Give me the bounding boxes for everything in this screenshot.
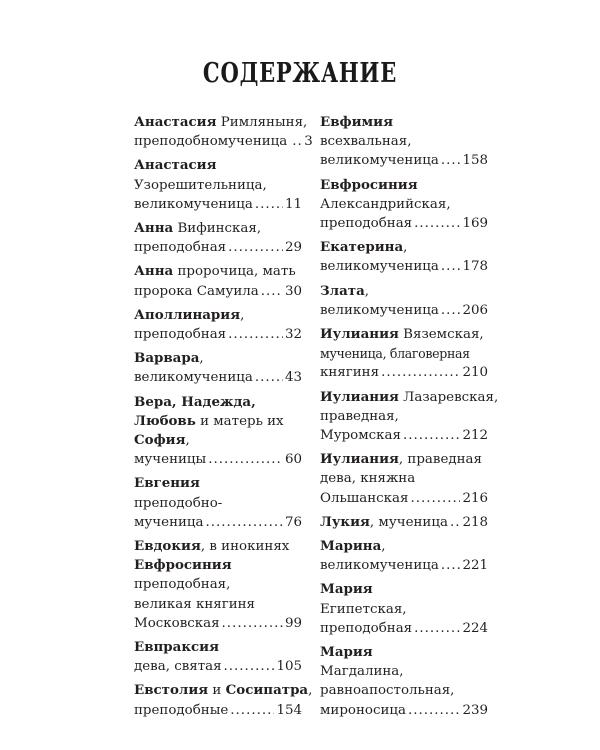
toc-entry [134,638,302,676]
page-number: 169 [462,216,488,232]
entry-description: Московская [134,615,220,631]
toc-entry [320,176,488,234]
leader-dots [441,257,461,276]
page-number: 224 [462,620,488,636]
saint-name: Евстолия [134,682,209,699]
leader-dots [255,368,283,387]
entry-description: и матерь их [195,413,284,429]
saint-name: Анастасия [134,114,217,130]
entry-description: мироносица [320,702,406,718]
entry-description: преподобная [134,240,227,256]
entry-description: , [308,683,313,699]
saint-name: Варвара [134,350,200,367]
entry-description: Египетская, [320,601,407,617]
toc-entry [320,643,488,720]
toc-entry [134,219,302,257]
toc-entry [320,113,488,171]
page-number: 218 [462,514,488,530]
toc-entry [320,282,488,320]
entry-description: всехвальная, [320,134,412,150]
entry-description: Римляныня, [216,115,308,130]
toc-entry [320,580,488,638]
page-number: 206 [462,302,488,318]
toc-entry [134,306,302,344]
page-number: 158 [462,153,488,169]
entry-description: и [208,683,226,699]
saint-name: Евдокия [134,538,201,555]
saint-name: София [134,432,186,449]
saint-name: Евфимия [320,114,393,130]
leader-dots [228,325,283,344]
page-number: 43 [284,370,302,386]
entry-description: Александрийская, [320,196,451,212]
entry-description: мученицы [134,452,207,468]
entry-description: , мученица [369,514,448,530]
page-title: СОДЕРЖАНИЕ [202,58,398,89]
entry-description: преподобная [320,620,413,636]
toc-entry [134,113,313,151]
leader-dots [224,657,275,676]
saint-name: Лукия [320,513,370,530]
saint-name: Иулиания [320,326,399,343]
entry-description: Магдалина, [320,664,404,680]
entry-description: великомученица [134,196,253,212]
saint-name: Евпраксия [134,639,219,656]
entry-description: , [403,240,408,256]
leader-dots [206,513,283,532]
leader-dots [414,214,460,233]
page-number: 30 [284,283,302,299]
entry-description: дева, святая [134,659,222,675]
page-number: 32 [284,327,302,343]
toc-entry [320,450,488,508]
saint-name: Сосипатра [225,682,309,699]
entry-description: пророчица, мать [173,264,296,280]
entry-description: дева, княжна [320,471,416,487]
page-number: 216 [462,490,488,506]
saint-name: Любовь [134,412,196,429]
saint-name: Евфросиния [320,176,418,193]
toc-column-right [320,113,499,725]
saint-name: Анна [134,263,174,280]
page-number: 212 [462,428,488,444]
toc-entry [320,325,488,383]
leader-dots [228,238,283,257]
saint-name: Злата [320,282,365,299]
entry-description: преподобно- [134,495,223,511]
leader-dots [441,151,461,170]
toc-column-left [134,113,313,725]
leader-dots [441,556,461,575]
leader-dots [381,363,460,382]
entry-description: преподобная [320,216,413,232]
entry-description: Ольшанская [320,490,409,506]
entry-description: праведная, [320,408,399,424]
saint-name: Анна [134,220,174,237]
saint-name: Мария [320,581,373,598]
toc-entry [320,513,488,532]
leader-dots [414,619,460,638]
leader-dots [408,701,460,720]
entry-description: , [185,433,190,449]
saint-name: Мария [320,644,373,661]
entry-description: , [199,351,204,367]
toc-entry [320,537,488,575]
toc-entry [134,537,302,633]
leader-dots [403,426,460,445]
entry-description: , в инокинях [200,539,290,555]
saint-name: Вера, Надежда, [134,393,256,410]
entry-description: Вяземская, [398,327,484,343]
leader-dots [230,701,274,720]
entry-description: княгиня [320,365,380,381]
page-number: 60 [284,452,302,468]
entry-description: великомученица [320,558,439,574]
toc-entry [134,393,302,470]
page-number: 11 [284,196,302,212]
entry-description: , [240,307,245,323]
toc-entry [134,262,302,300]
saint-name: Евгения [134,475,200,492]
entry-description: великомученица [320,302,439,318]
saint-name: Аполлинария [134,306,241,323]
entry-description: преподобная, [134,577,231,593]
entry-description: мученица, благоверная [320,346,470,362]
entry-description: великомученица [320,153,439,169]
entry-description: пророка Самуила [134,283,259,299]
entry-description: Лазаревская, [398,389,499,405]
leader-dots [450,513,460,532]
toc-entry [320,238,488,276]
page-number: 29 [284,240,302,256]
leader-dots [292,132,302,151]
leader-dots [208,450,283,469]
entry-description: великомученица [134,370,253,386]
entry-description: Вифинская, [173,221,262,237]
entry-description: Муромская [320,428,401,444]
saint-name: Иулиания [320,388,399,405]
page-number: 105 [276,659,302,675]
page-number: 3 [304,134,313,150]
page-number: 76 [284,514,302,530]
entry-description: преподобные [134,702,229,718]
page-number: 178 [462,259,488,275]
toc-entry [134,474,302,532]
toc-entry [134,681,313,719]
entry-description: , праведная [398,452,482,468]
entry-description: , [364,283,370,299]
page-number: 99 [284,615,302,631]
entry-description: равноапостольная, [320,683,455,699]
entry-description: Узорешительница, [134,177,267,193]
page-number: 154 [276,702,302,718]
entry-description: преподобная [134,327,227,343]
entry-description: , [381,539,386,555]
entry-description: великомученица [320,259,439,275]
entry-description: мученица [134,514,204,530]
saint-name: Марина [320,538,382,555]
leader-dots [255,195,283,214]
saint-name: Анастасия [134,157,217,174]
entry-description: великая княгиня [134,596,256,612]
saint-name: Иулиания [320,451,399,468]
page-number: 239 [462,702,488,718]
leader-dots [410,489,460,508]
toc-entry [134,349,302,387]
entry-description: преподобномученица [134,134,288,150]
toc-entry [320,388,499,446]
saint-name: Евфросиния [134,557,232,574]
leader-dots [222,614,283,633]
saint-name: Екатерина [320,239,404,256]
leader-dots [261,282,283,301]
page-number: 210 [462,365,488,381]
leader-dots [441,301,461,320]
page-number: 221 [462,558,488,574]
toc-entry [134,156,302,214]
